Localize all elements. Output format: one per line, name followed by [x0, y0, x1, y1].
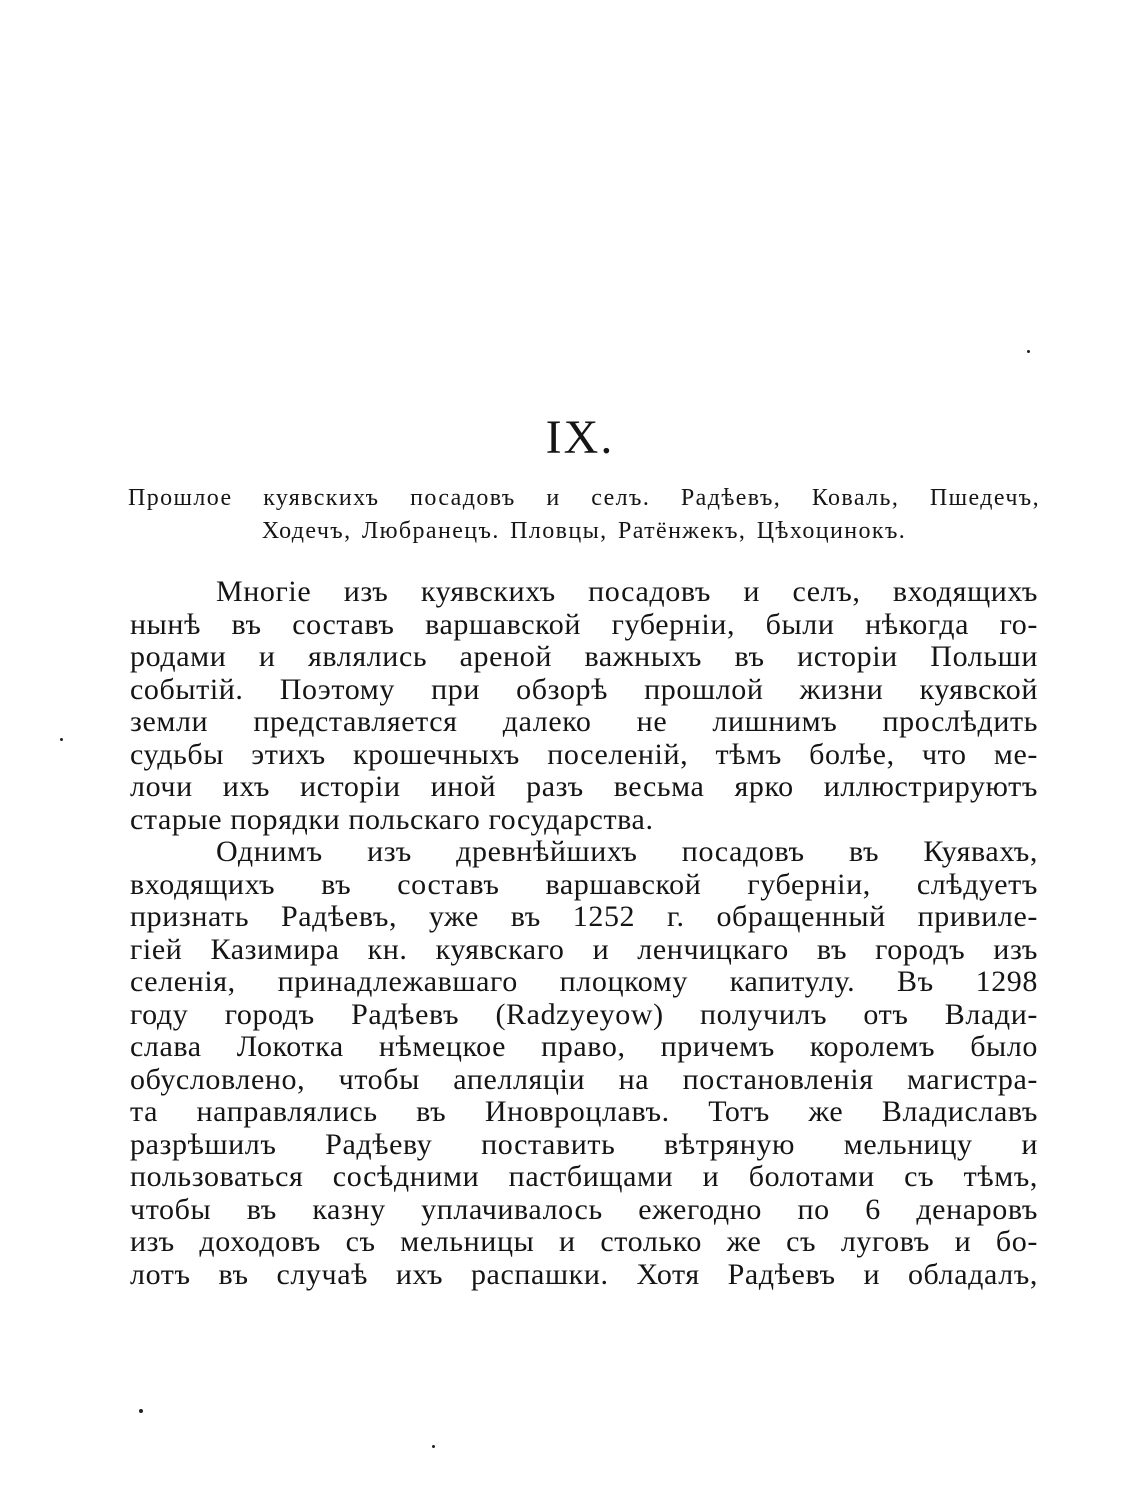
text-line: родами и являлись ареной важныхъ въ исторіи Польши — [130, 640, 1038, 673]
text-line: старые порядки польскаго государства. — [130, 802, 654, 836]
text-line: селенія, принадлежавшаго плоцкому капитулу. Въ 1298 — [130, 965, 1038, 998]
text-line: гіей Казимира кн. куявскаго и ленчицкаго въ городъ изъ — [130, 932, 1038, 966]
text-line: событій. Поэтому при обзорѣ прошлой жизни куявской — [130, 672, 1038, 706]
text-line: признать Радѣевъ, уже въ 1252 г. обращенный привиле- — [130, 900, 1038, 933]
paragraph — [130, 836, 1038, 1291]
paragraph — [130, 576, 1038, 836]
text-line: лотъ въ случаѣ ихъ распашки. Хотя Радѣевъ и обладалъ, — [130, 1257, 1038, 1291]
scan-speck — [432, 1445, 435, 1448]
text-line: разрѣшилъ Радѣеву поставить вѣтряную мельницу и — [130, 1127, 1038, 1161]
chapter-number: IX. — [545, 411, 615, 464]
chapter-summary — [128, 482, 1040, 548]
text-line: нынѣ въ составъ варшавской губерніи, были нѣкогда го- — [130, 607, 1038, 641]
scan-speck — [139, 1409, 143, 1413]
text-line: Однимъ изъ древнѣйшихъ посадовъ въ Куявахъ, — [216, 835, 1038, 868]
text-line: обусловлено, чтобы апелляціи на постановленія магистра- — [130, 1062, 1038, 1096]
text-line: чтобы въ казну уплачивалось ежегодно по 6 денаровъ — [130, 1192, 1038, 1226]
text-line: Многіе изъ куявскихъ посадовъ и селъ, входящихъ — [216, 575, 1038, 608]
chapter-summary-line: Прошлое куявскихъ посадовъ и селъ. Радѣевъ, Коваль, Пшедечъ, — [128, 485, 1040, 511]
scan-speck — [1027, 350, 1030, 353]
text-line: лочи ихъ исторіи иной разъ весьма ярко иллюстрируютъ — [130, 770, 1038, 803]
text-line: слава Локотка нѣмецкое право, причемъ королемъ было — [130, 1030, 1038, 1063]
scan-speck — [60, 738, 63, 741]
text-line: изъ доходовъ съ мельницы и столько же съ луговъ и бо- — [130, 1225, 1038, 1258]
body-text — [130, 576, 1038, 1291]
text-line: судьбы этихъ крошечныхъ поселеній, тѣмъ болѣе, что ме- — [130, 737, 1038, 771]
text-line: году городъ Радѣевъ (Radzyeyow) получилъ отъ Влади- — [130, 997, 1038, 1031]
text-line: входящихъ въ составъ варшавской губерніи, слѣдуетъ — [130, 867, 1038, 901]
text-line: пользоваться сосѣдними пастбищами и болотами съ тѣмъ, — [130, 1160, 1038, 1193]
text-line: земли представляется далеко не лишнимъ прослѣдить — [130, 705, 1038, 738]
chapter-summary-line: Ходечъ, Любранецъ. Пловцы, Ратёнжекъ, Цѣхоцинокъ. — [261, 518, 907, 544]
text-line: та направлялись въ Иновроцлавъ. Тотъ же Владиславъ — [130, 1095, 1038, 1128]
